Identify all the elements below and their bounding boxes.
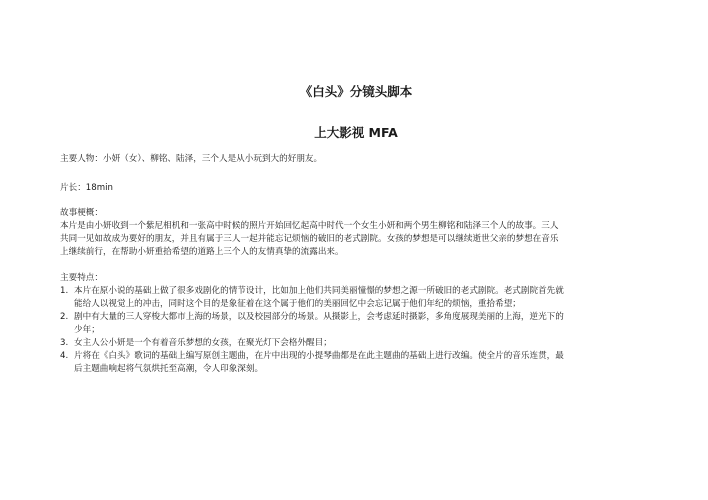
synopsis-line: 共同一见如故成为要好的朋友，并且有属于三人一起并能忘记烦恼的破旧的老式剧院。女孩的梦想是可以继续逝世父亲的梦想在音乐 xyxy=(60,234,559,244)
document-subtitle: 上大影视 MFA xyxy=(314,125,398,140)
cast-line: 主要人物：小妍（女）、柳铭、陆泽，三个人是从小玩到大的好朋友。 xyxy=(60,154,323,164)
duration-line: 片长：18min xyxy=(60,183,113,193)
script-document xyxy=(60,0,652,500)
feature-line: 少年； xyxy=(74,325,100,335)
feature-line: 能给人以视觉上的冲击，同时这个目的是象征着在这个属于他们的美丽回忆中会忘记属于他们年纪的烦恼，重拾希望； xyxy=(74,299,521,309)
feature-line: 片将在《白头》歌词的基础上编写原创主题曲，在片中出现的小提琴曲都是在此主题曲的基础上进行改编。使全片的音乐连贯，最 xyxy=(74,351,564,361)
feature-number: 3. xyxy=(60,338,69,348)
feature-line: 后主题曲响起将气氛烘托至高潮，令人印象深刻。 xyxy=(74,364,264,374)
feature-number: 2. xyxy=(60,312,69,322)
feature-line: 本片在原小说的基础上做了很多戏剧化的情节设计，比如加上他们共同美丽憧憬的梦想之源一所破旧的老式剧院。老式剧院首先就 xyxy=(74,286,564,296)
feature-item-1 xyxy=(60,285,652,311)
synopsis-line: 上继续前行，在帮助小妍重拾希望的道路上三个人的友情真挚的流露出来。 xyxy=(60,247,344,257)
feature-number: 4. xyxy=(60,351,69,361)
feature-item-2 xyxy=(60,311,652,337)
features-section xyxy=(60,272,652,376)
feature-item-4 xyxy=(60,350,652,376)
document-title: 《白头》分镜头脚本 xyxy=(299,84,413,99)
feature-line: 剧中有大量的三人穿梭大都市上海的场景，以及校园部分的场景。从摄影上，会考虑延时摄影，多角度展现美丽的上海，逆光下的 xyxy=(74,312,564,322)
feature-item-3 xyxy=(60,337,652,350)
feature-line: 女主人公小妍是一个有着音乐梦想的女孩，在聚光灯下会格外醒目； xyxy=(74,338,332,348)
features-heading: 主要特点： xyxy=(60,273,103,283)
synopsis-line: 本片是由小妍收到一个紫尼相机和一张高中时候的照片开始回忆起高中时代一个女生小妍和两个男生柳铭和陆泽三个人的故事。三人 xyxy=(60,221,559,231)
feature-number: 1. xyxy=(60,286,69,296)
synopsis-heading: 故事梗概： xyxy=(60,208,103,218)
synopsis-section xyxy=(60,207,652,259)
